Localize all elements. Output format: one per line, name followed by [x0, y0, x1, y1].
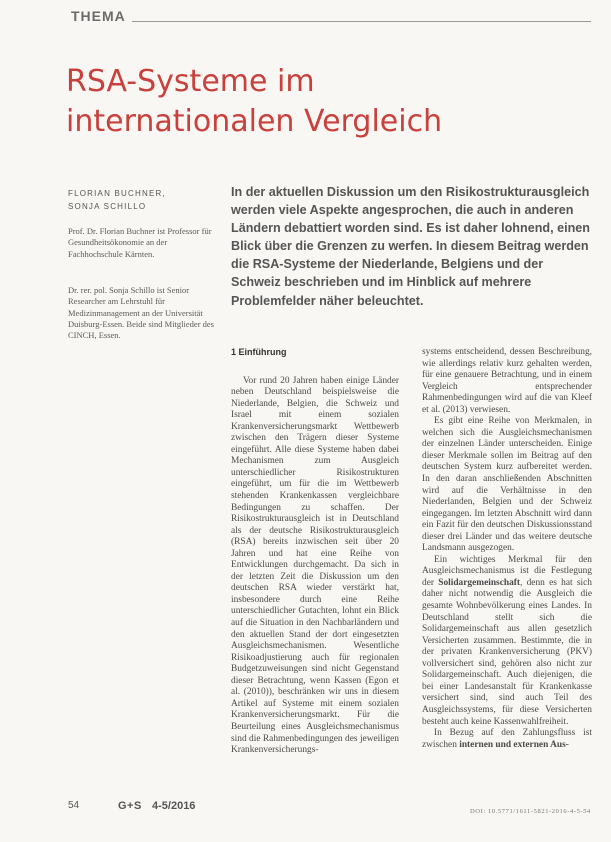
- body-column-right: [422, 347, 592, 751]
- body-paragraph: Es gibt eine Reihe von Merkmalen, in welchen sich die Ausgleichsmechanismen der einzelnen Länder unterscheiden. Einige dieser Merkmale sollen im Beitrag auf den deutschen System kurz aufbereitet werden. In den daran anschließenden Abschnitten wird auf die Verhältnisse in den Niederlanden, Belgien und der Schweiz eingegangen. Im letzten Abschnitt wird dann ein Fazit für den deutschen Diskussionsstand dieser drei Länder und das weitere deutsche Landsmann ausgezogen.: [422, 416, 592, 554]
- journal-issue: 4-5/2016: [152, 800, 196, 812]
- author-bio-1: Prof. Dr. Florian Buchner ist Professor für Gesundheitsökonomie an der Fachhochschule Kärnten.: [68, 226, 212, 259]
- article-title: [66, 62, 486, 142]
- keyword-solidargemeinschaft: Solidargemeinschaft: [438, 577, 521, 588]
- author-list: [68, 187, 208, 213]
- section-heading: 1 Einführung: [231, 347, 287, 357]
- header-rule: [132, 21, 591, 22]
- body-paragraph: [422, 555, 592, 728]
- journal-name: G+S: [118, 800, 142, 812]
- page-number: 54: [68, 800, 80, 811]
- keyword-ausgleich: internen und externen Aus-: [459, 739, 569, 750]
- author-name: FLORIAN BUCHNER,: [68, 189, 166, 198]
- body-paragraph: [422, 728, 592, 751]
- section-label: THEMA: [71, 8, 126, 24]
- lead-paragraph: In der aktuellen Diskussion um den Risikostrukturausgleich werden viele Aspekte angesprochen, die auch in anderen Ländern debattiert worden sind. Es ist daher lohnend, einen Blick über die Grenzen zu werfen. In diesem Beitrag werden die RSA-Systeme der Niederlande, Belgiens und der Schweiz beschrieben und im Hinblick auf mehrere Problemfelder näher beleuchtet.: [231, 185, 590, 308]
- body-text: In Bezug auf den Zahlungsfluss ist zwischen: [422, 728, 592, 750]
- body-text: Ein wichtiges Merkmal für den Ausgleichsmechanismus ist die Festlegung der: [422, 554, 592, 588]
- title-line-2: internationalen Vergleich: [66, 104, 443, 139]
- title-line-1: RSA-Systeme im: [66, 64, 315, 99]
- body-text: , denn es hat sich daher nicht notwendig die Ausgleich die gesamte Wohnbevölkerung eines Landes. In Deutschland stellt sich die Solidargemeinschaft aus allen gesetzlich Versicherten zusammen. Bestimmte, die in der privaten Krankenversicherung (PKV) vollversichert sind, gehören also nicht zur Solidargemeinschaft. Auch diejenigen, die bei einer Landesanstalt für Krankenkasse versichert sind, sind auch Teil des Ausgleichssystems, für diese Versicherten besteht auch keine Kassenwahlfreiheit.: [422, 577, 592, 727]
- doi-reference: DOI: 10.5771/1611-5821-2016-4-5-54: [470, 808, 591, 815]
- author-bio-2: Dr. rer. pol. Sonja Schillo ist Senior Researcher am Lehrstuhl für Medizinmanagement an der Universität Duisburg-Essen. Beide sind Mitglieder des CINCH, Essen.: [68, 285, 214, 341]
- body-paragraph: systems entscheidend, dessen Beschreibung, wie allerdings relativ kurz gehalten werden, für eine genauere Betrachtung, und in einem Vergleich entsprechender Rahmenbedingungen wird auf die van Kleef et al. (2013) verwiesen.: [422, 347, 592, 415]
- body-column-left: [231, 347, 399, 757]
- author-name: SONJA SCHILLO: [68, 202, 147, 211]
- body-paragraph: Vor rund 20 Jahren haben einige Länder neben Deutschland beispielsweise die Niederlande, Belgien, die Schweiz und Israel mit einem sozialen Krankenversicherungsmarkt Wettbewerb zwischen den Trägern dieser Systeme eingeführt. Alle diese Systeme haben dabei Mechanismen zum Ausgleich unterschiedlicher Risikostrukturen eingeführt, um für die im Wettbewerb stehenden Krankenkassen vergleichbare Bedingungen zu schaffen. Der Risikostrukturausgleich ist in Deutschland als der deutsche Risikostrukturausgleich (RSA) bereits inzwischen seit über 20 Jahren und hat eine Reihe von Entwicklungen durchgemacht. Da sich in der letzten Zeit die Diskussion um den deutschen RSA wieder verstärkt hat, insbesondere durch eine Reihe unterschiedlicher Gutachten, lohnt ein Blick auf die Situation in den Nachbarländern und den aktuellen Stand der dort eingesetzten Ausgleichsmechanismen. Wesentliche Risikoadjustierung auch für regionalen Budgetzuweisungen sind nicht Gegenstand dieser Betrachtung, wenn Kassen (Egon et al. (2010)), beschränken wir uns in diesem Artikel auf Systeme mit einem sozialen Krankenversicherungsmarkt. Für die Beurteilung eines Ausgleichsmechanismus sind die Rahmenbedingungen des jeweiligen Krankenversicherungs-: [231, 375, 399, 756]
